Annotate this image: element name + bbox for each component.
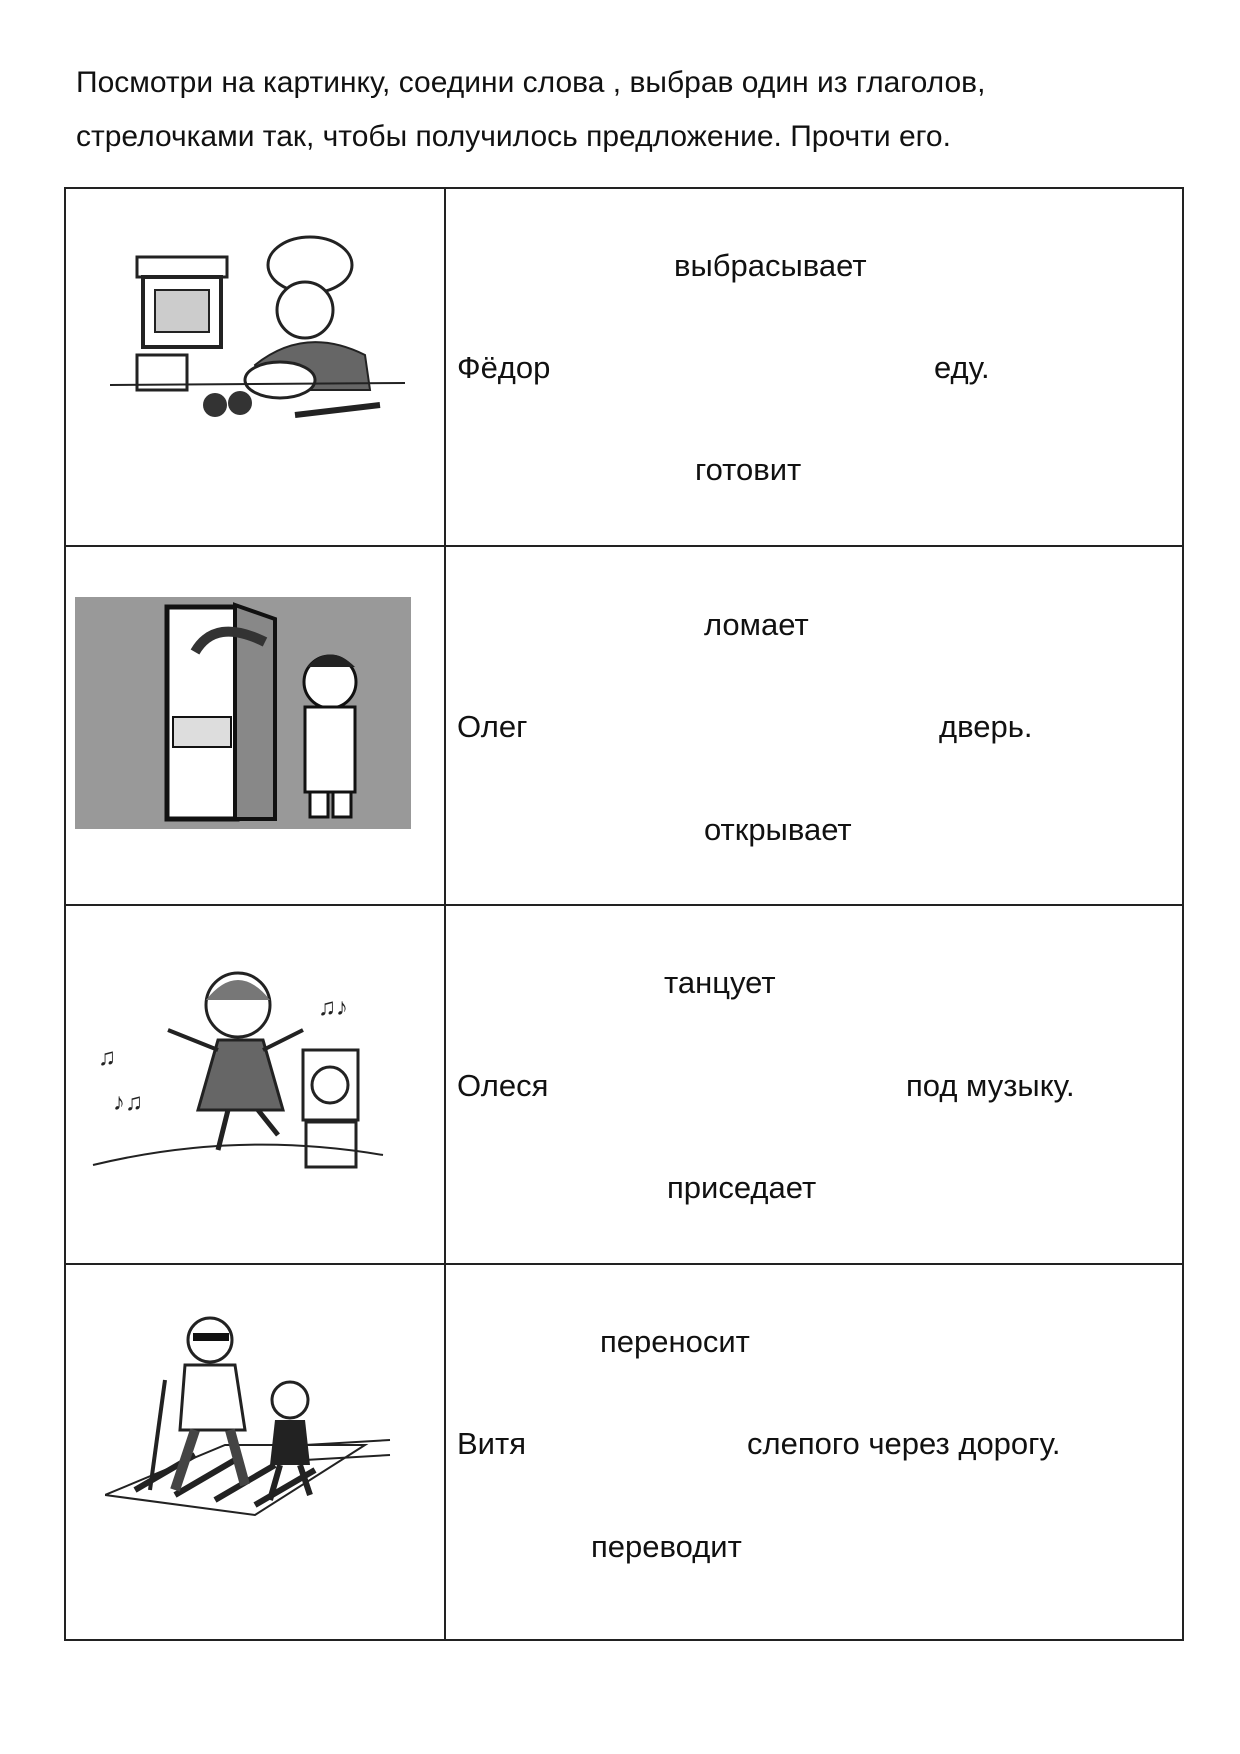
sentence-object[interactable]: слепого через дорогу. bbox=[747, 1426, 1061, 1461]
row-divider bbox=[64, 545, 1184, 547]
sentence-subject[interactable]: Олеся bbox=[457, 1068, 549, 1103]
verb-option-top[interactable]: ломает bbox=[704, 607, 809, 642]
verb-option-top[interactable]: выбрасывает bbox=[674, 248, 867, 283]
svg-text:♫: ♫ bbox=[98, 1044, 116, 1071]
row-divider bbox=[64, 904, 1184, 906]
svg-text:♫♪: ♫♪ bbox=[318, 994, 348, 1021]
row-divider bbox=[64, 1263, 1184, 1265]
instruction-line-1: Посмотри на картинку, соедини слова , выбрав один из глаголов, bbox=[76, 66, 986, 99]
sentence-subject[interactable]: Фёдор bbox=[457, 350, 551, 385]
sentence-subject[interactable]: Олег bbox=[457, 709, 528, 744]
boy-opening-door-picture bbox=[75, 597, 411, 829]
sentence-object[interactable]: дверь. bbox=[939, 709, 1033, 744]
instruction-line-2: стрелочками так, чтобы получилось предложение. Прочти его. bbox=[76, 120, 951, 153]
sentence-object[interactable]: под музыку. bbox=[906, 1068, 1075, 1103]
svg-text:♪♫: ♪♫ bbox=[113, 1089, 143, 1116]
boy-cooking-picture bbox=[105, 215, 415, 435]
verb-option-bottom[interactable]: приседает bbox=[667, 1170, 817, 1205]
sentence-subject[interactable]: Витя bbox=[457, 1426, 526, 1461]
verb-option-top[interactable]: переносит bbox=[600, 1324, 750, 1359]
column-divider bbox=[444, 187, 446, 1641]
girl-dancing-picture bbox=[88, 960, 388, 1170]
verb-option-bottom[interactable]: переводит bbox=[591, 1529, 742, 1564]
boy-helping-blind-man-picture bbox=[105, 1315, 395, 1525]
sentence-object[interactable]: еду. bbox=[934, 350, 990, 385]
verb-option-bottom[interactable]: открывает bbox=[704, 812, 852, 847]
verb-option-bottom[interactable]: готовит bbox=[695, 452, 802, 487]
verb-option-top[interactable]: танцует bbox=[664, 965, 776, 1000]
